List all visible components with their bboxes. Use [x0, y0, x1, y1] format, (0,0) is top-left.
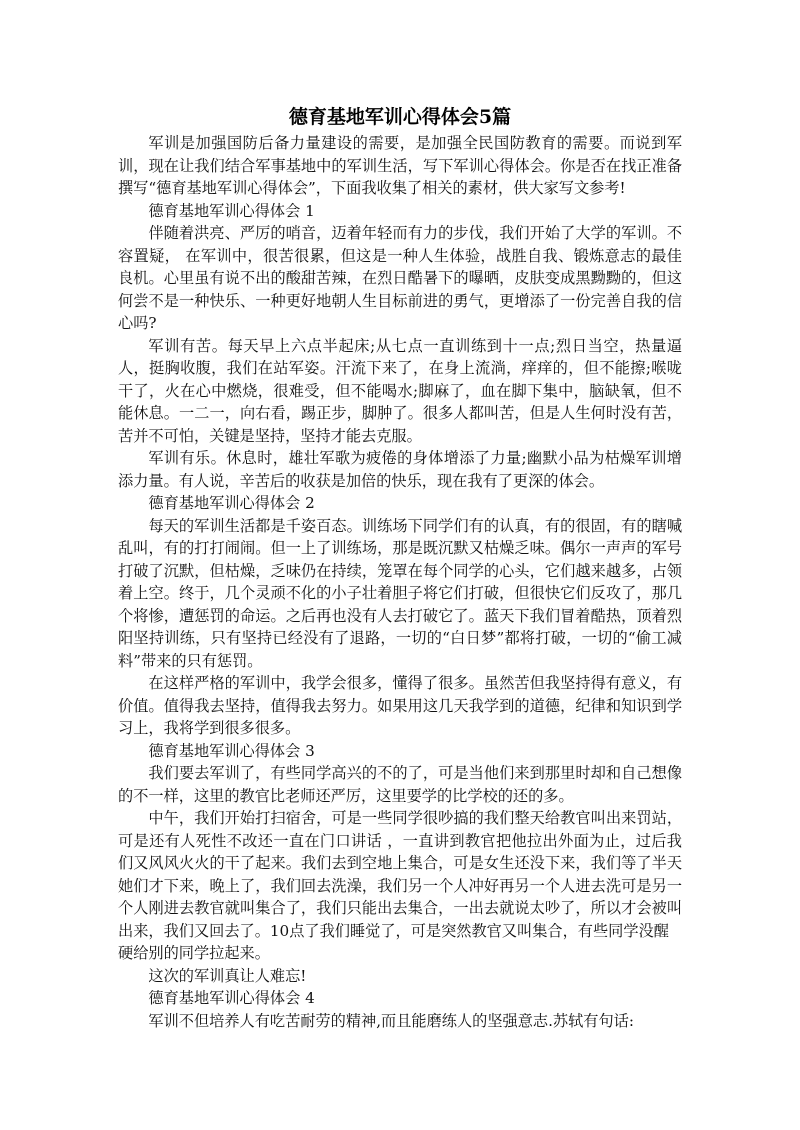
section-heading-3: 德育基地军训心得体会 3	[148, 741, 315, 760]
document-title: 德育基地军训心得体会5篇	[288, 106, 512, 128]
section-heading-1: 德育基地军训心得体会 1	[148, 201, 315, 220]
body-paragraph: 中午，我们开始打扫宿舍，可是一些同学很吵搞的我们整天给教官叫出来罚站，可是还有人死性不改还一直在门口讲话 ，一直讲到教官把他拉出外面为止，过后我们又风风火火的干了起来。我们去到空地上集合，可是女生还没下来，我们等了半天她们才下来，晚上了，我们回去洗澡，我们另一个人冲好再另一个人进去洗可是另一个人刚进去教官就叫集合了，我们只能出去集合，一出去就说太吵了，所以才会被叫出来，我们又回去了。10点了我们睡觉了，可是突然教官又叫集合，有些同学没醒	[118, 809, 682, 940]
body-paragraph: 我们要去军训了，有些同学高兴的不的了，可是当他们来到那里时却和自己想像的不一样，这里的教官比老师还严厉，这里要学的比学校的还的多。	[118, 764, 682, 805]
intro-paragraph: 军训是加强国防后备力量建设的需要，是加强全民国防教育的需要。而说到军训，现在让我们结合军事基地中的军训生活，写下军训心得体会。你是否在找正准备撰写“德育基地军训心得体会”，下面我收集了相关的素材，供大家写文参考!	[118, 134, 682, 197]
document-body	[118, 132, 682, 1032]
body-paragraph: 伴随着洪亮、严厉的哨音，迈着年轻而有力的步伐，我们开始了大学的军训。不容置疑， 在军训中，很苦很累，但这是一种人生体验，战胜自我、锻炼意志的最佳良机。心里虽有说不出的酸甜苦辣，在烈日酷暑下的曝晒，皮肤变成黑黝黝的，但这何尝不是一种快乐、一种更好地朝人生目标前进的勇气，更增添了一份完善自我的信心吗?	[118, 224, 682, 332]
document-page	[118, 104, 682, 1032]
body-paragraph: 每天的军训生活都是千姿百态。训练场下同学们有的认真，有的很固，有的瞎喊乱叫，有的打打闹闹。但一上了训练场，那是既沉默又枯燥乏味。偶尔一声声的军号打破了沉默，但枯燥，乏味仍在持续，笼罩在每个同学的心头，它们越来越多，占领着上空。终于，几个灵顽不化的小子壮着胆子将它们打破，但很快它们反攻了，那几个将惨，遭惩罚的命运。之后再也没有人去打破它了。蓝天下我们冒着酷热，顶着烈阳坚持训练，只有坚持已经没有了退路，一切的“白日梦”都将打破，一切的“偷工减料”带来的只有惩罚。	[118, 516, 682, 670]
body-paragraph: 这次的军训真让人难忘!	[148, 966, 307, 985]
body-paragraph: 军训不但培养人有吃苦耐劳的精神,而且能磨练人的坚强意志.苏轼有句话:	[148, 1011, 634, 1030]
body-paragraph: 军训有乐。休息时，雄壮军歌为疲倦的身体增添了力量;幽默小品为枯燥军训增添力量。有人说，辛苦后的收获是加倍的快乐，现在我有了更深的体会。	[118, 449, 682, 490]
section-heading-4: 德育基地军训心得体会 4	[148, 989, 315, 1007]
body-paragraph: 在这样严格的军训中，我学会很多，懂得了很多。虽然苦但我坚持得有意义，有价值。值得我去坚持，值得我去努力。如果用这几天我学到的道德，纪律和知识到学习上，我将学到很多很多。	[118, 674, 682, 737]
section-heading-2: 德育基地军训心得体会 2	[148, 494, 315, 512]
body-paragraph-continuation: 硬给别的同学拉起来。	[118, 944, 270, 962]
body-paragraph: 军训有苦。每天早上六点半起床;从七点一直训练到十一点;烈日当空，热量逼人，挺胸收腹，我们在站军姿。汗流下来了，在身上流淌，痒痒的，但不能擦;喉咙干了，火在心中燃烧，很难受，但不能喝水;脚麻了，血在脚下集中，脑缺氧，但不能休息。一二一，向右看，踢正步，脚肿了。很多人都叫苦，但是人生何时没有苦，苦并不可怕，关键是坚持，坚持才能去克服。	[118, 336, 682, 445]
